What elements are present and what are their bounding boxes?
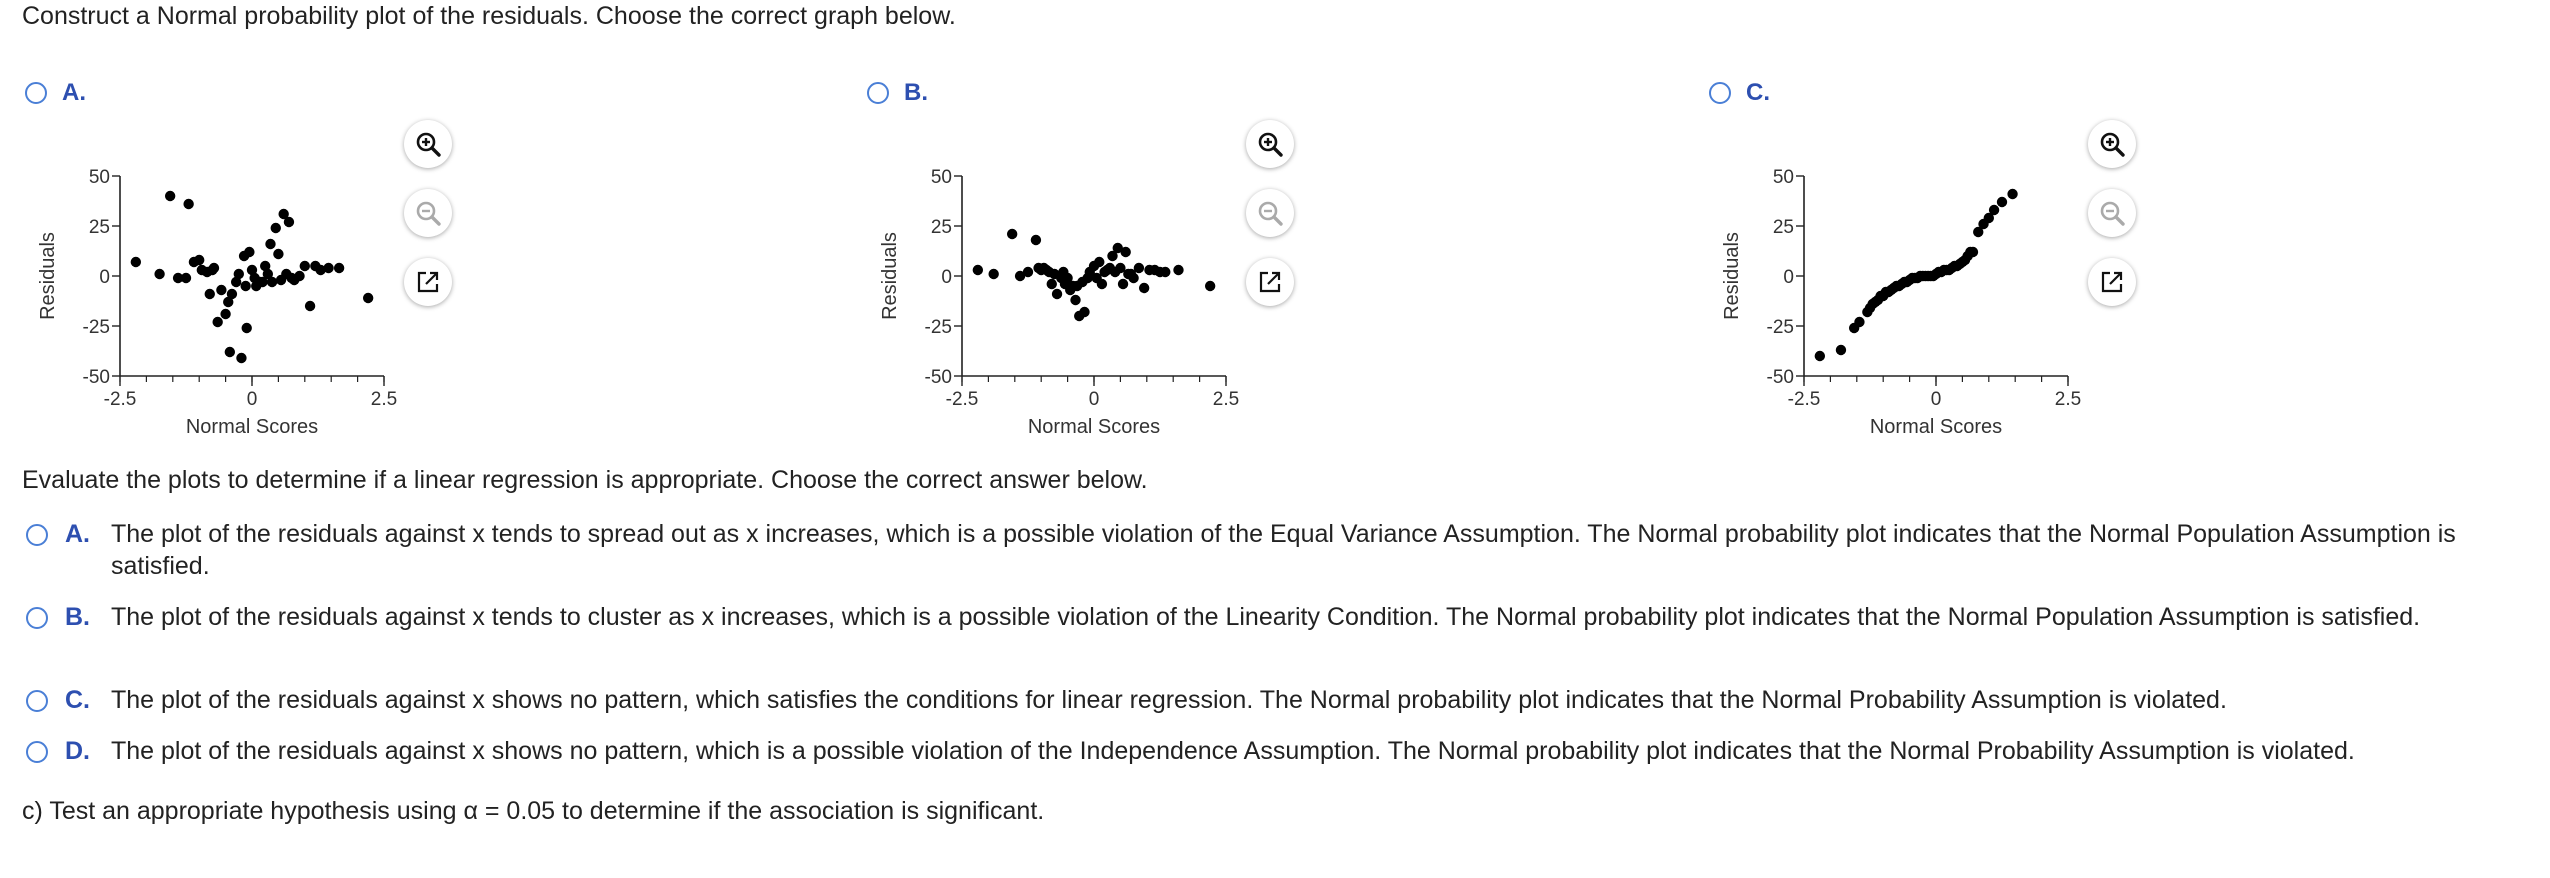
- data-point: [242, 323, 252, 333]
- data-point: [305, 301, 315, 311]
- y-axis-label: Residuals: [879, 232, 901, 320]
- choice-letter-a: A.: [62, 79, 86, 106]
- data-point: [225, 347, 235, 357]
- y-tick-label: 0: [99, 267, 110, 288]
- answer-letter-a: A.: [65, 520, 90, 548]
- x-axis-label: Normal Scores: [1027, 416, 1161, 436]
- data-point: [1997, 197, 2007, 207]
- zoom-out-icon: [2098, 199, 2126, 227]
- answer-letter-c: C.: [65, 686, 90, 714]
- data-point: [1120, 247, 1130, 257]
- x-axis-label: Normal Scores: [185, 416, 319, 436]
- normal-plot-b: [862, 136, 1242, 436]
- y-tick-label: 50: [88, 167, 110, 188]
- data-point: [1134, 263, 1144, 273]
- normal-plot-a: [20, 136, 400, 436]
- data-point: [1160, 267, 1170, 277]
- zoom-in-icon: [1256, 130, 1284, 158]
- data-point: [244, 247, 254, 257]
- x-tick-label: -2.5: [1787, 389, 1821, 410]
- external-link-icon: [415, 269, 441, 295]
- data-point: [216, 285, 226, 295]
- popout-button-b[interactable]: [1246, 258, 1294, 306]
- data-point: [1139, 283, 1149, 293]
- data-point: [1097, 279, 1107, 289]
- data-point: [1128, 273, 1138, 283]
- y-tick-label: 0: [1783, 267, 1794, 288]
- data-point: [1836, 345, 1846, 355]
- external-link-icon: [2099, 269, 2125, 295]
- radio-answer-b[interactable]: [26, 607, 48, 629]
- zoom-in-button-c[interactable]: [2088, 120, 2136, 168]
- question-hypothesis-test: c) Test an appropriate hypothesis using α = 0.05 to determine if the association is significant.: [22, 797, 1045, 825]
- x-axis-label: Normal Scores: [1869, 416, 2003, 436]
- data-point: [212, 317, 222, 327]
- popout-button-c[interactable]: [2088, 258, 2136, 306]
- external-link-icon: [1257, 269, 1283, 295]
- x-tick-label: -2.5: [103, 389, 137, 410]
- data-point: [209, 263, 219, 273]
- data-point: [1070, 295, 1080, 305]
- data-point: [183, 199, 193, 209]
- data-point: [1052, 289, 1062, 299]
- data-point: [973, 265, 983, 275]
- y-tick-label: -25: [82, 317, 110, 338]
- data-point: [1047, 279, 1057, 289]
- data-point: [1854, 317, 1864, 327]
- zoom-out-icon: [414, 199, 442, 227]
- data-point: [227, 289, 237, 299]
- y-tick-label: 50: [1772, 167, 1794, 188]
- data-point: [271, 223, 281, 233]
- radio-answer-c[interactable]: [26, 690, 48, 712]
- data-point: [300, 261, 310, 271]
- answer-letter-b: B.: [65, 603, 90, 631]
- normal-plot-c: [1704, 136, 2084, 436]
- x-tick-label: 0: [1930, 389, 1942, 410]
- answer-text-b: The plot of the residuals against x tends to cluster as x increases, which is a possible violation of the Linearity Condition. The Normal probability plot indicates that the Normal Population Assumption is satisfied.: [111, 603, 2421, 631]
- data-point: [194, 255, 204, 265]
- y-tick-label: 25: [930, 217, 952, 238]
- y-tick-label: -50: [924, 367, 952, 388]
- answer-option-b: [22, 601, 2512, 671]
- x-tick-label: 2.5: [2054, 389, 2082, 410]
- answer-letter-d: D.: [65, 737, 90, 765]
- data-point: [1118, 279, 1128, 289]
- data-point: [205, 289, 215, 299]
- data-point: [220, 309, 230, 319]
- x-tick-label: 0: [246, 389, 258, 410]
- zoom-out-icon: [1256, 199, 1284, 227]
- plot-choice-b: [862, 76, 1582, 436]
- answer-option-a: [22, 518, 2512, 588]
- data-point: [363, 293, 373, 303]
- zoom-out-button-c[interactable]: [2088, 189, 2136, 237]
- answer-text-d: The plot of the residuals against x shows no pattern, which is a possible violation of the Independence Assumption. The Normal probability plot indicates that the Normal Probability Assumption is violated.: [111, 737, 2355, 765]
- data-point: [1815, 351, 1825, 361]
- data-point: [1989, 205, 1999, 215]
- data-point: [154, 269, 164, 279]
- y-tick-label: -50: [82, 367, 110, 388]
- data-point: [165, 191, 175, 201]
- zoom-in-icon: [2098, 130, 2126, 158]
- data-point: [294, 271, 304, 281]
- data-point: [267, 277, 277, 287]
- data-point: [181, 273, 191, 283]
- y-axis-label: Residuals: [37, 232, 59, 320]
- zoom-out-button-a[interactable]: [404, 189, 452, 237]
- x-tick-label: 0: [1088, 389, 1100, 410]
- data-point: [131, 257, 141, 267]
- y-tick-label: 0: [941, 267, 952, 288]
- data-point: [323, 263, 333, 273]
- data-point: [236, 353, 246, 363]
- choice-letter-b: B.: [904, 79, 928, 106]
- data-point: [234, 269, 244, 279]
- data-point: [1079, 307, 1089, 317]
- data-point: [265, 239, 275, 249]
- answer-text-c: The plot of the residuals against x shows no pattern, which satisfies the conditions for linear regression. The Normal probability plot indicates that the Normal Probability Assumption is violated.: [111, 686, 2227, 714]
- y-tick-label: -25: [924, 317, 952, 338]
- radio-plot-a[interactable]: [25, 82, 47, 104]
- data-point: [2007, 189, 2017, 199]
- plot-choice-a: [20, 76, 740, 436]
- data-point: [1968, 247, 1978, 257]
- data-point: [284, 217, 294, 227]
- plot-choice-c: [1704, 76, 2424, 436]
- data-point: [1094, 257, 1104, 267]
- y-tick-label: 25: [88, 217, 110, 238]
- question-construct-normal-plot: Construct a Normal probability plot of the residuals. Choose the correct graph below.: [22, 2, 956, 30]
- data-point: [1205, 281, 1215, 291]
- zoom-out-button-b[interactable]: [1246, 189, 1294, 237]
- y-tick-label: 50: [930, 167, 952, 188]
- answer-text-a: The plot of the residuals against x tends to spread out as x increases, which is a possible violation of the Equal Variance Assumption. The Normal probability plot indicates that the Normal Population Assumption is satisfied.: [111, 520, 2456, 580]
- x-tick-label: -2.5: [945, 389, 979, 410]
- radio-plot-b[interactable]: [867, 82, 889, 104]
- x-tick-label: 2.5: [370, 389, 398, 410]
- data-point: [1007, 229, 1017, 239]
- popout-button-a[interactable]: [404, 258, 452, 306]
- radio-answer-a[interactable]: [26, 524, 48, 546]
- choice-letter-c: C.: [1746, 79, 1770, 106]
- zoom-in-icon: [414, 130, 442, 158]
- data-point: [1173, 265, 1183, 275]
- data-point: [1031, 235, 1041, 245]
- zoom-in-button-b[interactable]: [1246, 120, 1294, 168]
- y-tick-label: 25: [1772, 217, 1794, 238]
- data-point: [273, 249, 283, 259]
- radio-plot-c[interactable]: [1709, 82, 1731, 104]
- data-point: [334, 263, 344, 273]
- data-point: [240, 281, 250, 291]
- y-axis-label: Residuals: [1721, 232, 1743, 320]
- y-tick-label: -25: [1766, 317, 1794, 338]
- data-point: [988, 269, 998, 279]
- question-evaluate-plots: Evaluate the plots to determine if a linear regression is appropriate. Choose the correct answer below.: [22, 466, 1148, 494]
- x-tick-label: 2.5: [1212, 389, 1240, 410]
- data-point: [1023, 267, 1033, 277]
- zoom-in-button-a[interactable]: [404, 120, 452, 168]
- radio-answer-d[interactable]: [26, 741, 48, 763]
- y-tick-label: -50: [1766, 367, 1794, 388]
